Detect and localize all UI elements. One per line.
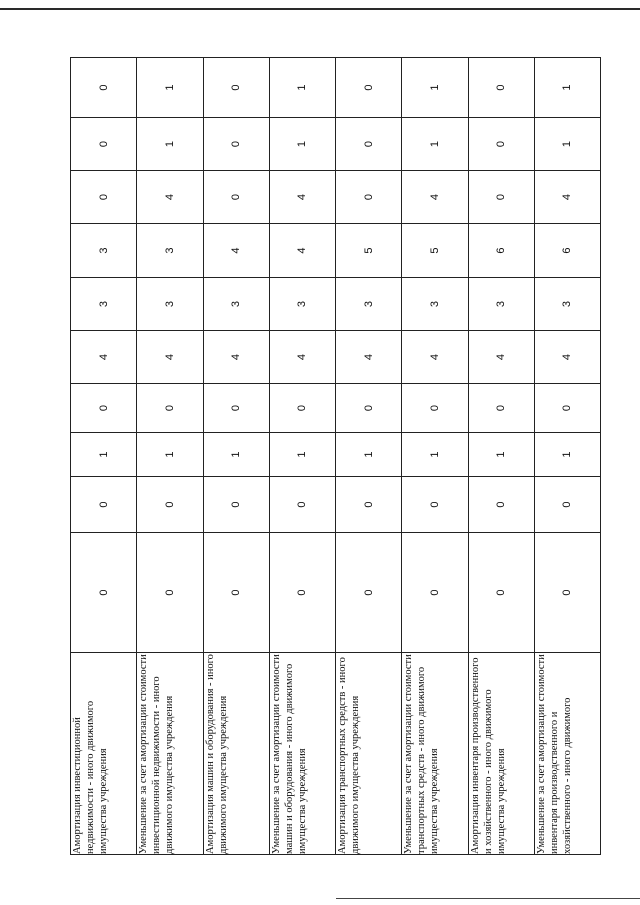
table-cell: 0	[402, 533, 468, 653]
table-cell: 1	[534, 58, 600, 118]
table-cell: 3	[336, 278, 402, 331]
table-cell: 0	[468, 58, 534, 118]
table-cell: 1	[269, 433, 335, 477]
table-body	[71, 58, 601, 855]
table-cell: 0	[336, 533, 402, 653]
table-cell: 3	[203, 278, 269, 331]
table-row	[203, 58, 269, 855]
rotated-page	[70, 58, 600, 855]
table-cell: 0	[269, 384, 335, 433]
table-row	[336, 58, 402, 855]
table-cell: 4	[269, 331, 335, 384]
table-cell: 0	[534, 384, 600, 433]
table-cell: 4	[137, 171, 203, 224]
table-cell: 0	[203, 533, 269, 653]
table-cell: 1	[137, 118, 203, 171]
row-label: Уменьшение за счет амортизации стоимости инвентаря производственного и хозяйственного - иного движимого	[534, 653, 600, 855]
row-label: Уменьшение за счет амортизации стоимости инвестиционной недвижимости - иного движимого имущества учреждения	[137, 653, 203, 855]
table-row	[71, 58, 137, 855]
table-cell: 1	[203, 433, 269, 477]
table-cell: 0	[203, 58, 269, 118]
table-cell: 0	[71, 533, 137, 653]
table-cell: 3	[402, 278, 468, 331]
table-cell: 1	[137, 58, 203, 118]
table-cell: 1	[402, 118, 468, 171]
table-cell: 4	[203, 331, 269, 384]
table-cell: 0	[336, 384, 402, 433]
table-row	[137, 58, 203, 855]
table-row	[402, 58, 468, 855]
table-cell: 1	[402, 433, 468, 477]
table-cell: 5	[402, 224, 468, 278]
amortization-table	[70, 57, 601, 855]
table-cell: 1	[71, 433, 137, 477]
top-border-line	[0, 8, 640, 10]
row-label: Амортизация инвентаря производственного и хозяйственного - иного движимого имущества учреждения	[468, 653, 534, 855]
table-cell: 3	[534, 278, 600, 331]
table-cell: 3	[468, 278, 534, 331]
table-cell: 1	[402, 58, 468, 118]
table-cell: 6	[468, 224, 534, 278]
table-cell: 0	[336, 477, 402, 533]
table-cell: 0	[336, 171, 402, 224]
table-cell: 0	[468, 118, 534, 171]
table-cell: 1	[534, 433, 600, 477]
table-cell: 0	[71, 171, 137, 224]
row-label: Амортизация машин и оборудования - иного движимого имущества учреждения	[203, 653, 269, 855]
table-cell: 4	[269, 171, 335, 224]
table-cell: 4	[203, 224, 269, 278]
table-cell: 0	[71, 477, 137, 533]
table-cell: 1	[336, 433, 402, 477]
table-cell: 3	[71, 224, 137, 278]
table-cell: 4	[402, 171, 468, 224]
table-cell: 0	[534, 477, 600, 533]
table-cell: 3	[137, 278, 203, 331]
table-cell: 0	[534, 533, 600, 653]
table-cell: 3	[71, 278, 137, 331]
table-cell: 0	[336, 58, 402, 118]
table-row	[269, 58, 335, 855]
table-cell: 4	[71, 331, 137, 384]
table-cell: 0	[269, 477, 335, 533]
table-cell: 0	[71, 384, 137, 433]
table-row	[468, 58, 534, 855]
table-cell: 3	[269, 278, 335, 331]
table-cell: 0	[137, 384, 203, 433]
table-cell: 0	[468, 171, 534, 224]
row-label: Уменьшение за счет амортизации стоимости транспортных средств - иного движимого имущества учреждения	[402, 653, 468, 855]
table-cell: 0	[203, 118, 269, 171]
row-label: Уменьшение за счет амортизации стоимости машин и оборудования - иного движимого имущества учреждения	[269, 653, 335, 855]
table-cell: 4	[269, 224, 335, 278]
table-cell: 4	[137, 331, 203, 384]
table-cell: 0	[71, 118, 137, 171]
table-cell: 1	[137, 433, 203, 477]
table-cell: 4	[468, 331, 534, 384]
table-row	[534, 58, 600, 855]
table-cell: 6	[534, 224, 600, 278]
table-cell: 4	[336, 331, 402, 384]
bottom-border-line	[336, 898, 640, 899]
table-cell: 0	[203, 384, 269, 433]
table-cell: 0	[137, 477, 203, 533]
table-cell: 1	[534, 118, 600, 171]
table-cell: 0	[402, 477, 468, 533]
row-label: Амортизация инвестиционной недвижимости - иного движимого имущества учреждения	[71, 653, 137, 855]
row-label: Амортизация транспортных средств - иного движимого имущества учреждения	[336, 653, 402, 855]
table-cell: 5	[336, 224, 402, 278]
table-cell: 0	[468, 384, 534, 433]
table-cell: 1	[468, 433, 534, 477]
table-cell: 3	[137, 224, 203, 278]
table-cell: 0	[336, 118, 402, 171]
table-cell: 0	[402, 384, 468, 433]
table-cell: 0	[269, 533, 335, 653]
table-cell: 0	[203, 171, 269, 224]
table-cell: 0	[468, 533, 534, 653]
table-cell: 4	[402, 331, 468, 384]
table-cell: 4	[534, 331, 600, 384]
table-cell: 1	[269, 58, 335, 118]
table-cell: 0	[203, 477, 269, 533]
table-cell: 0	[137, 533, 203, 653]
table-cell: 0	[71, 58, 137, 118]
table-cell: 1	[269, 118, 335, 171]
rotated-table-container	[70, 58, 600, 855]
table-cell: 0	[468, 477, 534, 533]
table-cell: 4	[534, 171, 600, 224]
